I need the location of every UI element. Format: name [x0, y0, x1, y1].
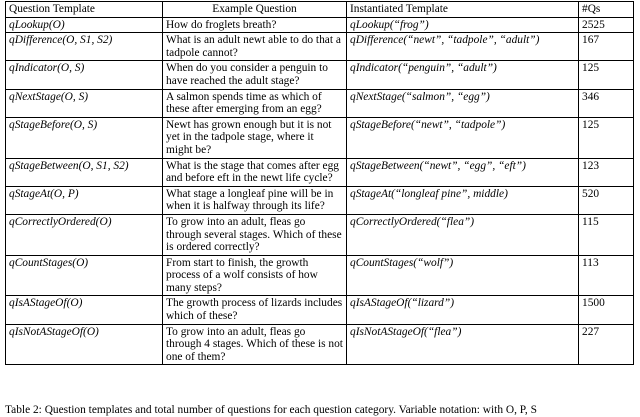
header-question-template: Question Template: [6, 2, 163, 18]
table-row: [6, 61, 634, 89]
template-cell: qStageBetween(O, S1, S2): [6, 158, 163, 186]
instantiated-cell: qStageAt(“longleaf pine”, middle): [347, 186, 579, 214]
template-cell: qDifference(O, S1, S2): [6, 33, 163, 61]
count-cell: 346: [579, 89, 634, 117]
table-row: [6, 33, 634, 61]
count-cell: 1500: [579, 296, 634, 324]
instantiated-cell: qIndicator(“penguin”, “adult”): [347, 61, 579, 89]
table-row: [6, 89, 634, 117]
table-row: [6, 324, 634, 365]
count-cell: 123: [579, 158, 634, 186]
template-cell: qIsAStageOf(O): [6, 296, 163, 324]
example-cell: The growth process of lizards includes which of these?: [163, 296, 347, 324]
template-cell: qLookup(O): [6, 17, 163, 33]
table-row: [6, 17, 634, 33]
table-row: [6, 186, 634, 214]
count-cell: 113: [579, 255, 634, 296]
count-cell: 167: [579, 33, 634, 61]
example-cell: What is the stage that comes after egg and before eft in the newt life cycle?: [163, 158, 347, 186]
example-cell: What is an adult newt able to do that a tadpole cannot?: [163, 33, 347, 61]
instantiated-cell: qIsAStageOf(“lizard”): [347, 296, 579, 324]
table-row: [6, 214, 634, 255]
table-row: [6, 296, 634, 324]
instantiated-cell: qLookup(“frog”): [347, 17, 579, 33]
example-cell: How do froglets breath?: [163, 17, 347, 33]
table-row: [6, 255, 634, 296]
example-cell: From start to finish, the growth process of a wolf consists of how many steps?: [163, 255, 347, 296]
count-cell: 125: [579, 61, 634, 89]
count-cell: 227: [579, 324, 634, 365]
instantiated-cell: qStageBefore(“newt”, “tadpole”): [347, 117, 579, 158]
count-cell: 520: [579, 186, 634, 214]
question-template-table: [5, 1, 634, 365]
template-cell: qCorrectlyOrdered(O): [6, 214, 163, 255]
instantiated-cell: qIsNotAStageOf(“flea”): [347, 324, 579, 365]
template-cell: qIndicator(O, S): [6, 61, 163, 89]
template-cell: qStageBefore(O, S): [6, 117, 163, 158]
instantiated-cell: qCountStages(“wolf”): [347, 255, 579, 296]
template-cell: qNextStage(O, S): [6, 89, 163, 117]
instantiated-cell: qStageBetween(“newt”, “egg”, “eft”): [347, 158, 579, 186]
header-qs-count: #Qs: [579, 2, 634, 18]
example-cell: What stage a longleaf pine will be in when it is halfway through its life?: [163, 186, 347, 214]
template-cell: qStageAt(O, P): [6, 186, 163, 214]
table-caption: Table 2: Question templates and total number of questions for each question category. Variable notation: with O, P, S: [5, 404, 537, 416]
count-cell: 125: [579, 117, 634, 158]
example-cell: A salmon spends time as which of these after emerging from an egg?: [163, 89, 347, 117]
count-cell: 115: [579, 214, 634, 255]
header-row: [6, 2, 634, 18]
template-cell: qCountStages(O): [6, 255, 163, 296]
table-row: [6, 158, 634, 186]
header-instantiated-template: Instantiated Template: [347, 2, 579, 18]
table-row: [6, 117, 634, 158]
header-example-question: Example Question: [163, 2, 347, 18]
example-cell: When do you consider a penguin to have reached the adult stage?: [163, 61, 347, 89]
instantiated-cell: qCorrectlyOrdered(“flea”): [347, 214, 579, 255]
instantiated-cell: qNextStage(“salmon”, “egg”): [347, 89, 579, 117]
example-cell: Newt has grown enough but it is not yet in the tadpole stage, where it might be?: [163, 117, 347, 158]
instantiated-cell: qDifference(“newt”, “tadpole”, “adult”): [347, 33, 579, 61]
example-cell: To grow into an adult, fleas go through several stages. Which of these is ordered correctly?: [163, 214, 347, 255]
template-cell: qIsNotAStageOf(O): [6, 324, 163, 365]
count-cell: 2525: [579, 17, 634, 33]
example-cell: To grow into an adult, fleas go through 4 stages. Which of these is not one of them?: [163, 324, 347, 365]
